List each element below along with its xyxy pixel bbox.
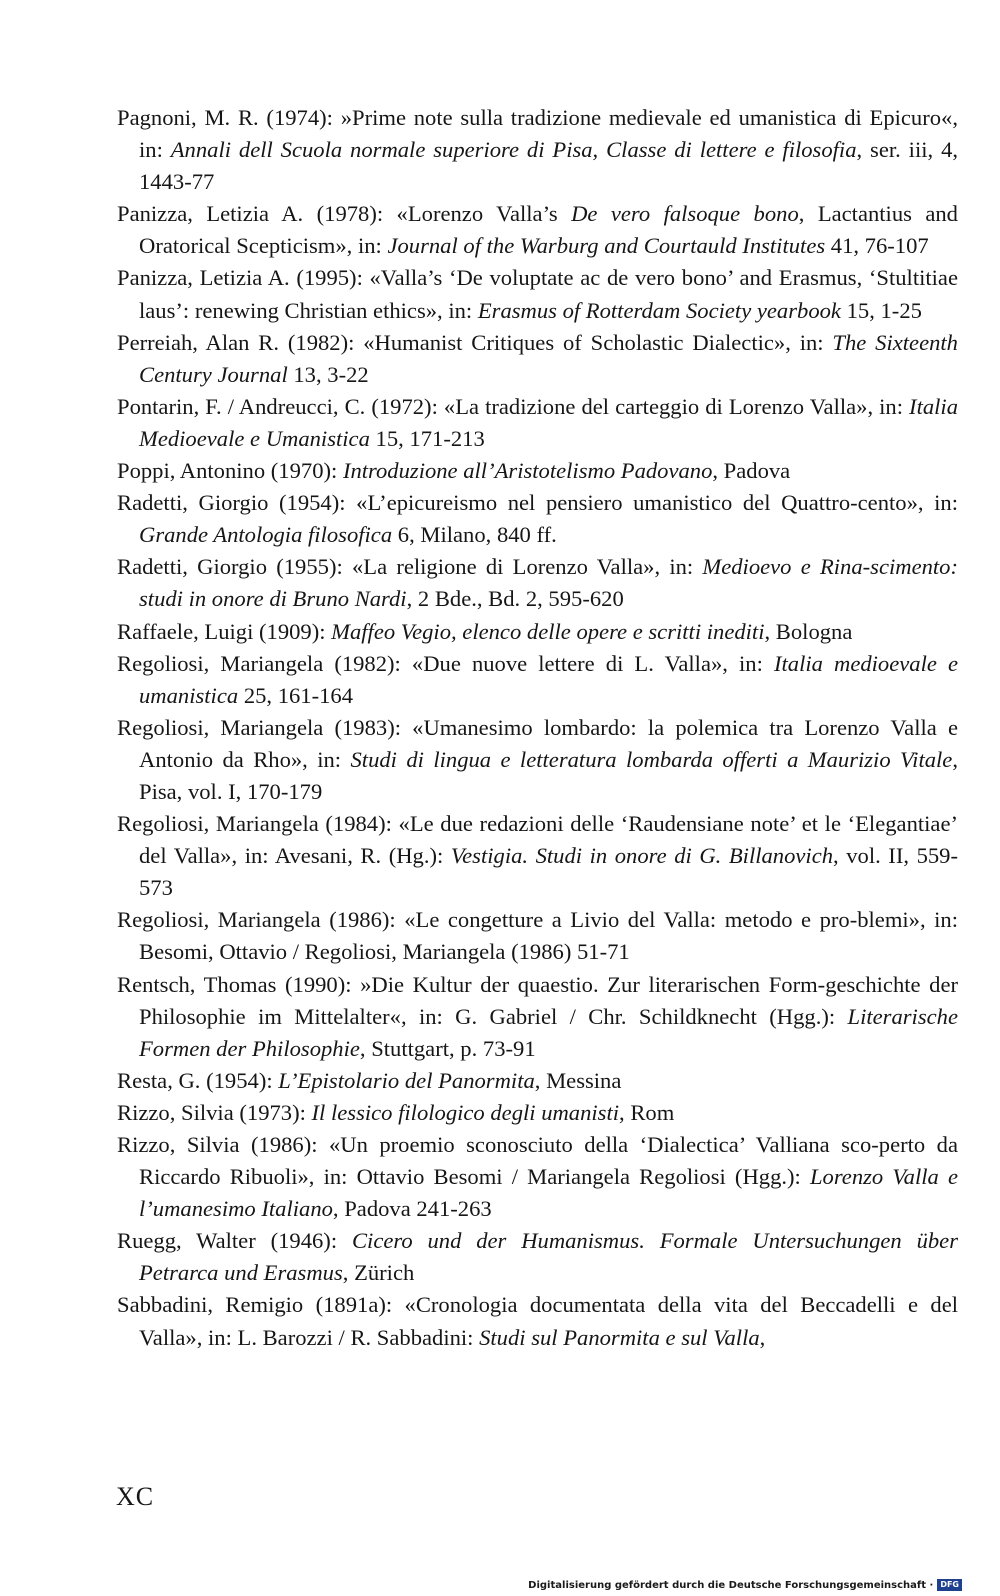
dfg-logo-icon: DFG [937, 1579, 962, 1591]
bibliography-entry [117, 904, 958, 968]
entry-text: 13, 3-22 [287, 361, 369, 387]
entry-text: Rentsch, Thomas (1990): »Die Kultur der quaestio. Zur literarischen Form-geschichte der Philosophie im Mittelalter«, in: G. Gabriel / Chr. Schildknecht (Hgg.): [117, 971, 958, 1029]
entry-text: Perreiah, Alan R. (1982): «Humanist Critiques of Scholastic Dialectic», in: [117, 329, 833, 355]
bibliography-entry [117, 487, 958, 551]
entry-text: Regoliosi, Mariangela (1984): «Le due redazioni delle ‘Raudensiane note’ et le ‘Elegantiae’ del Valla», in: Avesani, R. (Hg.): [117, 811, 958, 869]
entry-text: Pagnoni, M. R. (1974): »Prime note sulla tradizione medievale ed umanistica di Epicuro«, in: [117, 105, 958, 163]
entry-title-italic: Introduzione all’Aristotelismo Padovano [342, 458, 713, 484]
bibliography-entry [117, 969, 958, 1065]
entry-text: , Pisa, vol. I, 170-179 [139, 746, 958, 804]
entry-text: Rizzo, Silvia (1973): [117, 1099, 312, 1125]
entry-title-italic: Il lessico filologico degli umanisti [311, 1099, 620, 1125]
bibliography-entry [117, 455, 958, 487]
bibliography-entry [117, 1225, 958, 1289]
bibliography-entry [117, 391, 958, 455]
entry-text: , ser. iii, 4, 1443-77 [139, 137, 959, 195]
bibliography-entry [117, 551, 958, 615]
entry-title-italic: Lorenzo Valla e l’umanesimo Italiano [139, 1164, 958, 1222]
entry-text: , Messina [534, 1067, 622, 1093]
entry-text: Radetti, Giorgio (1954): «L’epicureismo nel pensiero umanistico del Quattro-cento», in: [117, 490, 958, 516]
entry-text: Rizzo, Silvia (1986): «Un proemio sconosciuto della ‘Dialectica’ Valliana sco-perto da Riccardo Ribuoli», in: Ottavio Besomi / Mariangela Regoliosi (Hgg.): [117, 1132, 958, 1190]
entry-title-italic: Medioevo e Rina-scimento: studi in onore di Bruno Nardi [139, 554, 958, 612]
entry-text: Ruegg, Walter (1946): [117, 1228, 352, 1254]
bibliography-list [117, 102, 958, 1354]
entry-title-italic: Italia Medioevale e Umanistica [139, 393, 958, 451]
entry-text: Regoliosi, Mariangela (1986): «Le congetture a Livio del Valla: metodo e pro-blemi», in: Besomi, Ottavio / Regoliosi, Mariangela (1986) 51-71 [117, 907, 958, 965]
entry-text: Regoliosi, Mariangela (1982): «Due nuove lettere di L. Valla», in: [117, 650, 774, 676]
entry-text: Regoliosi, Mariangela (1983): «Umanesimo lombardo: la polemica tra Lorenzo Valla e Antonio da Rho», in: [117, 714, 958, 772]
bibliography-entry [117, 616, 958, 648]
entry-text: Pontarin, F. / Andreucci, C. (1972): «La tradizione del carteggio di Lorenzo Valla», in: [117, 393, 910, 419]
entry-text: , Padova [712, 458, 791, 484]
entry-title-italic: Erasmus of Rotterdam Society yearbook [477, 297, 841, 323]
page-number: XC [116, 1482, 155, 1511]
entry-text: Sabbadini, Remigio (1891a): «Cronologia documentata della vita del Beccadelli e del Valla», in: L. Barozzi / R. Sabbadini: [117, 1292, 958, 1350]
bibliography-entry [117, 1129, 958, 1225]
entry-text: 6, Milano, 840 ff. [392, 522, 557, 548]
entry-title-italic: Vestigia. Studi in onore di G. Billanovich [450, 843, 834, 869]
entry-title-italic: Italia medioevale e umanistica [139, 650, 958, 708]
entry-text: 15, 1-25 [840, 297, 922, 323]
entry-title-italic: L’Epistolario del Panormita [278, 1067, 535, 1093]
entry-text: Panizza, Letizia A. (1978): «Lorenzo Valla’s [117, 201, 572, 227]
entry-title-italic: Annali dell Scuola normale superiore di Pisa, Classe di lettere e filosofia [170, 137, 857, 163]
entry-text: , Padova 241-263 [332, 1196, 492, 1222]
entry-text: , vol. II, 559-573 [139, 843, 958, 901]
bibliography-entry [117, 1097, 958, 1129]
entry-text: , Zürich [342, 1260, 415, 1286]
entry-text: Poppi, Antonino (1970): [117, 458, 343, 484]
entry-text: , Stuttgart, p. 73-91 [359, 1035, 536, 1061]
entry-text: , Lactantius and Oratorical Scepticism», in: [139, 201, 958, 259]
entry-title-italic: The Sixteenth Century Journal [139, 329, 958, 387]
entry-text: Raffaele, Luigi (1909): [117, 618, 332, 644]
bibliography-entry [117, 808, 958, 904]
footer-credit [528, 1579, 962, 1591]
bibliography-entry [117, 648, 958, 712]
bibliography-entry [117, 262, 958, 326]
entry-title-italic: Literarische Formen der Philosophie [139, 1003, 958, 1061]
entry-text: , Rom [619, 1099, 675, 1125]
entry-text: 25, 161-164 [238, 682, 354, 708]
entry-title-italic: Studi sul Panormita e sul Valla [479, 1324, 760, 1350]
entry-title-italic: De vero falsoque bono [571, 201, 799, 227]
entry-text: , 2 Bde., Bd. 2, 595-620 [406, 586, 624, 612]
footer-text: Digitalisierung gefördert durch die Deutsche Forschungsgemeinschaft · [528, 1579, 934, 1591]
entry-text: Radetti, Giorgio (1955): «La religione di Lorenzo Valla», in: [117, 554, 703, 580]
bibliography-entry [117, 327, 958, 391]
entry-text: Panizza, Letizia A. (1995): «Valla’s ‘De voluptate ac de vero bono’ and Erasmus, ‘Stultitiae laus’: renewing Christian ethics», in: [117, 265, 958, 323]
entry-title-italic: Maffeo Vegio, elenco delle opere e scritti inediti [331, 618, 765, 644]
entry-text: Resta, G. (1954): [117, 1067, 279, 1093]
entry-title-italic: Grande Antologia filosofica [139, 522, 393, 548]
entry-text: , Bologna [764, 618, 853, 644]
bibliography-entry [117, 198, 958, 262]
entry-title-italic: Cicero und der Humanismus. Formale Untersuchungen über Petrarca und Erasmus [139, 1228, 958, 1286]
entry-title-italic: Journal of the Warburg and Courtauld Institutes [387, 233, 826, 259]
bibliography-entry [117, 102, 958, 198]
entry-text: , [759, 1324, 766, 1350]
entry-text: 15, 171-213 [369, 425, 485, 451]
entry-title-italic: Studi di lingua e letteratura lombarda offerti a Maurizio Vitale [350, 746, 953, 772]
bibliography-entry [117, 1065, 958, 1097]
bibliography-entry [117, 1289, 958, 1353]
bibliography-entry [117, 712, 958, 808]
entry-text: 41, 76-107 [825, 233, 929, 259]
